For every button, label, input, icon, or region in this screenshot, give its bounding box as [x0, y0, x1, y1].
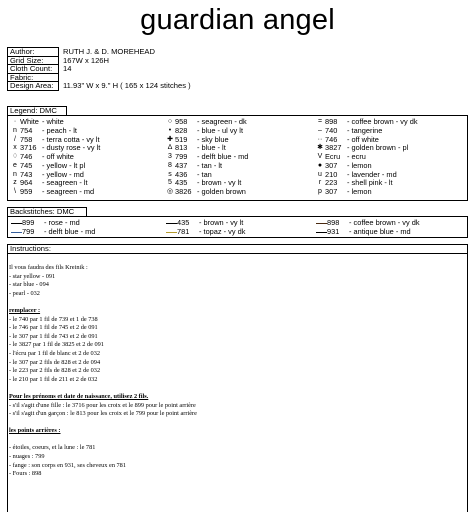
- color-name: - white: [42, 117, 64, 126]
- backstitch-column: [315, 219, 420, 237]
- color-name: - seagreen - dk: [197, 117, 247, 126]
- instruction-line: les points arrières :: [9, 427, 61, 435]
- stitch-symbol-icon: p: [318, 188, 322, 195]
- color-name: - shell pink - lt: [347, 178, 393, 188]
- stitch-symbol-icon: z: [13, 179, 17, 187]
- backstitch-line-icon: [166, 232, 177, 233]
- color-name: - seagreen - md: [42, 187, 95, 196]
- backstitch-line-icon: [315, 219, 327, 228]
- instructions-text: [9, 264, 464, 479]
- info-label: Author:: [8, 48, 59, 57]
- backstitch-column: [165, 219, 245, 237]
- instruction-line: - le 307 par 2 fils de 828 et 2 de 094: [9, 358, 101, 366]
- stitch-symbol-icon: ●: [317, 161, 323, 169]
- page-title: guardian angel: [140, 4, 335, 36]
- color-name: - brown - vy lt: [197, 178, 242, 188]
- dmc-code: Ecru: [325, 152, 341, 161]
- stitch-symbol-icon: x: [13, 144, 17, 152]
- dmc-code: 745: [20, 160, 33, 170]
- instruction-line: remplacer :: [9, 306, 41, 314]
- stitch-symbol-icon: 8: [168, 161, 172, 169]
- color-name: - terra cotta - vy lt: [42, 134, 100, 144]
- dmc-code: 210: [325, 169, 338, 179]
- dmc-code: 958: [175, 117, 188, 126]
- legend-box: [7, 115, 468, 201]
- dmc-code: 746: [325, 134, 338, 144]
- stitch-symbol-icon: V: [317, 153, 323, 160]
- dmc-code: 799: [175, 152, 188, 161]
- backstitches-box: [7, 216, 468, 238]
- instruction-line: - le 210 par 1 fil de 211 et 2 de 032: [9, 375, 98, 383]
- color-name: - tan: [197, 169, 212, 179]
- backstitch-line-icon: [11, 232, 22, 233]
- instruction-line: Pour les prénoms et date de naissance, utilisez 2 fils.: [9, 392, 149, 400]
- color-name: - coffee brown - vy dk: [347, 117, 418, 126]
- legend-row: [315, 188, 418, 197]
- stitch-symbol-icon: ✱: [317, 144, 323, 152]
- dmc-code: 519: [175, 134, 188, 144]
- color-name: - coffee brown - vy dk: [349, 218, 420, 227]
- legend-row: [165, 188, 248, 197]
- dmc-code: 799: [22, 226, 35, 236]
- color-name: - seagreen - lt: [42, 178, 88, 188]
- backstitches-header: Backstitches: DMC: [7, 207, 87, 217]
- instruction-line: - pearl - 032: [9, 289, 40, 297]
- backstitch-line-icon: [165, 228, 177, 237]
- info-value: 14: [63, 64, 72, 74]
- instruction-line: - fange : son corps en 931, ses cheveux en 781: [9, 461, 126, 469]
- dmc-code: 899: [22, 218, 35, 227]
- dmc-code: 307: [325, 160, 338, 170]
- instruction-line: [9, 298, 464, 307]
- dmc-code: 435: [175, 178, 188, 188]
- dmc-code: 3716: [20, 143, 37, 153]
- instruction-line: - s'il s'agit d'une fille : le 3716 pour les croix et le 899 pour le point arrière: [9, 401, 196, 409]
- color-name: - delft blue - md: [197, 152, 249, 161]
- info-value: RUTH J. & D. MOREHEAD: [63, 47, 155, 56]
- backstitch-column: [10, 219, 95, 237]
- instruction-line: - s'il s'agit d'un garçon : le 813 pour les croix et le 799 pour le point arrière: [9, 410, 197, 418]
- info-value: 167W x 126H: [63, 55, 110, 65]
- stitch-symbol-icon: u: [318, 170, 322, 178]
- instruction-line: - l'écru par 1 fil de blanc et 2 de 032: [9, 349, 101, 357]
- instruction-line: [9, 384, 464, 393]
- legend-column: [10, 118, 100, 197]
- dmc-code: 740: [325, 125, 338, 135]
- stitch-symbol-icon: \: [14, 188, 16, 195]
- color-name: - ecru: [347, 152, 366, 161]
- instruction-line: - star blue - 094: [9, 281, 49, 289]
- dmc-code: 813: [175, 143, 188, 153]
- dmc-code: 743: [20, 169, 33, 179]
- stitch-symbol-icon: 3: [168, 153, 172, 160]
- instruction-line: - le 223 par 2 fils de 828 et 2 de 032: [9, 367, 101, 375]
- stitch-symbol-icon: ◎: [166, 188, 174, 195]
- info-row-cloth-count: [8, 65, 194, 74]
- backstitch-row: [165, 228, 245, 237]
- stitch-symbol-icon: ♢: [11, 153, 19, 160]
- color-name: - rose - md: [44, 218, 80, 227]
- backstitch-line-icon: [11, 223, 22, 224]
- dmc-code: 758: [20, 134, 33, 144]
- stitch-symbol-icon: ○: [167, 118, 173, 125]
- info-value: 11.93" W x 9." H ( 165 x 124 stitches ): [63, 81, 191, 91]
- instructions-header: Instructions:: [7, 244, 468, 254]
- stitch-symbol-icon: ✚: [167, 135, 173, 143]
- backstitch-line-icon: [10, 219, 22, 228]
- instruction-line: - étoiles, coeurs, et la lune : le 781: [9, 444, 96, 452]
- instruction-line: - le 307 par 1 fil de 743 et 2 de 091: [9, 332, 98, 340]
- backstitch-line-icon: [166, 223, 177, 224]
- color-name: - yellow - md: [42, 169, 84, 179]
- stitch-symbol-icon: •: [168, 126, 172, 134]
- dmc-code: 964: [20, 178, 33, 188]
- info-label: Grid Size:: [8, 56, 59, 65]
- legend-column: [165, 118, 248, 197]
- stitch-symbol-icon: ··: [317, 135, 323, 143]
- stitch-symbol-icon: ·: [13, 118, 17, 125]
- color-name: - off white: [42, 152, 74, 161]
- legend-header: Legend: DMC: [7, 106, 67, 116]
- stitch-symbol-icon: /: [14, 135, 16, 143]
- color-name: - topaz - vy dk: [199, 226, 246, 236]
- dmc-code: 898: [325, 117, 338, 126]
- dmc-code: 3826: [175, 187, 192, 196]
- dmc-code: 437: [175, 160, 188, 170]
- color-name: - dusty rose - vy lt: [42, 143, 101, 153]
- color-name: - blue - ul vy lt: [197, 125, 244, 135]
- instruction-line: - nuages : 799: [9, 453, 45, 461]
- dmc-code: 781: [177, 226, 190, 236]
- color-name: - off white: [347, 134, 379, 144]
- dmc-code: 223: [325, 178, 338, 188]
- info-row-author: [8, 48, 194, 57]
- info-label: Fabric:: [8, 73, 59, 82]
- dmc-code: 746: [20, 152, 33, 161]
- instruction-line: - le 746 par 1 fil de 745 et 2 de 091: [9, 324, 98, 332]
- stitch-symbol-icon: –: [318, 126, 322, 134]
- color-name: - antique blue - md: [349, 226, 411, 236]
- stitch-symbol-icon: s: [168, 170, 172, 178]
- color-name: - peach - lt: [42, 125, 77, 135]
- info-row-design-area: [8, 82, 194, 91]
- instruction-line: [9, 436, 464, 445]
- dmc-code: 754: [20, 125, 33, 135]
- dmc-code: 436: [175, 169, 188, 179]
- color-name: - blue - lt: [197, 143, 226, 153]
- stitch-symbol-icon: e: [13, 161, 17, 169]
- backstitch-line-icon: [316, 232, 327, 233]
- dmc-code: 3827: [325, 143, 342, 153]
- color-name: - lavender - md: [347, 169, 397, 179]
- color-name: - brown - vy lt: [199, 218, 244, 227]
- legend-row: [10, 188, 100, 197]
- dmc-code: 959: [20, 187, 33, 196]
- instruction-line: [9, 419, 464, 428]
- backstitch-row: [315, 228, 420, 237]
- backstitch-line-icon: [10, 228, 22, 237]
- backstitch-line-icon: [165, 219, 177, 228]
- color-name: - delft blue - md: [44, 226, 96, 236]
- dmc-code: 898: [327, 218, 340, 227]
- dmc-code: 435: [177, 218, 190, 227]
- color-name: - sky blue: [197, 134, 229, 144]
- info-label: Cloth Count:: [8, 65, 59, 74]
- backstitch-row: [10, 228, 95, 237]
- color-name: - golden brown - pl: [347, 143, 409, 153]
- color-name: - tangerine: [347, 125, 383, 135]
- legend-column: [315, 118, 418, 197]
- color-name: - yellow - lt pl: [42, 160, 86, 170]
- stitch-symbol-icon: 5: [168, 179, 172, 187]
- backstitch-line-icon: [315, 228, 327, 237]
- pattern-info-table: [7, 47, 194, 91]
- info-label: Design Area:: [8, 82, 59, 91]
- instruction-line: Il vous faudra des fils Kreinik :: [9, 264, 88, 271]
- dmc-code: White: [20, 117, 39, 126]
- stitch-symbol-icon: ∆: [167, 144, 173, 152]
- dmc-code: 931: [327, 226, 340, 236]
- stitch-symbol-icon: n: [13, 126, 17, 134]
- dmc-code: 307: [325, 187, 338, 196]
- color-name: - golden brown: [197, 187, 246, 196]
- stitch-symbol-icon: =: [317, 118, 323, 125]
- instruction-line: - le 3827 par 1 fil de 3825 et 2 de 091: [9, 341, 104, 349]
- color-name: - lemon: [347, 187, 372, 196]
- color-name: - lemon: [347, 160, 372, 170]
- instruction-line: - Fours : 898: [9, 470, 42, 478]
- dmc-code: 828: [175, 125, 188, 135]
- backstitch-line-icon: [316, 223, 327, 224]
- instruction-line: - le 740 par 1 fil de 739 et 1 de 738: [9, 315, 98, 323]
- stitch-symbol-icon: n: [13, 170, 17, 178]
- stitch-symbol-icon: r: [318, 179, 322, 187]
- color-name: - tan - lt: [197, 160, 223, 170]
- instruction-line: - star yellow - 091: [9, 272, 56, 280]
